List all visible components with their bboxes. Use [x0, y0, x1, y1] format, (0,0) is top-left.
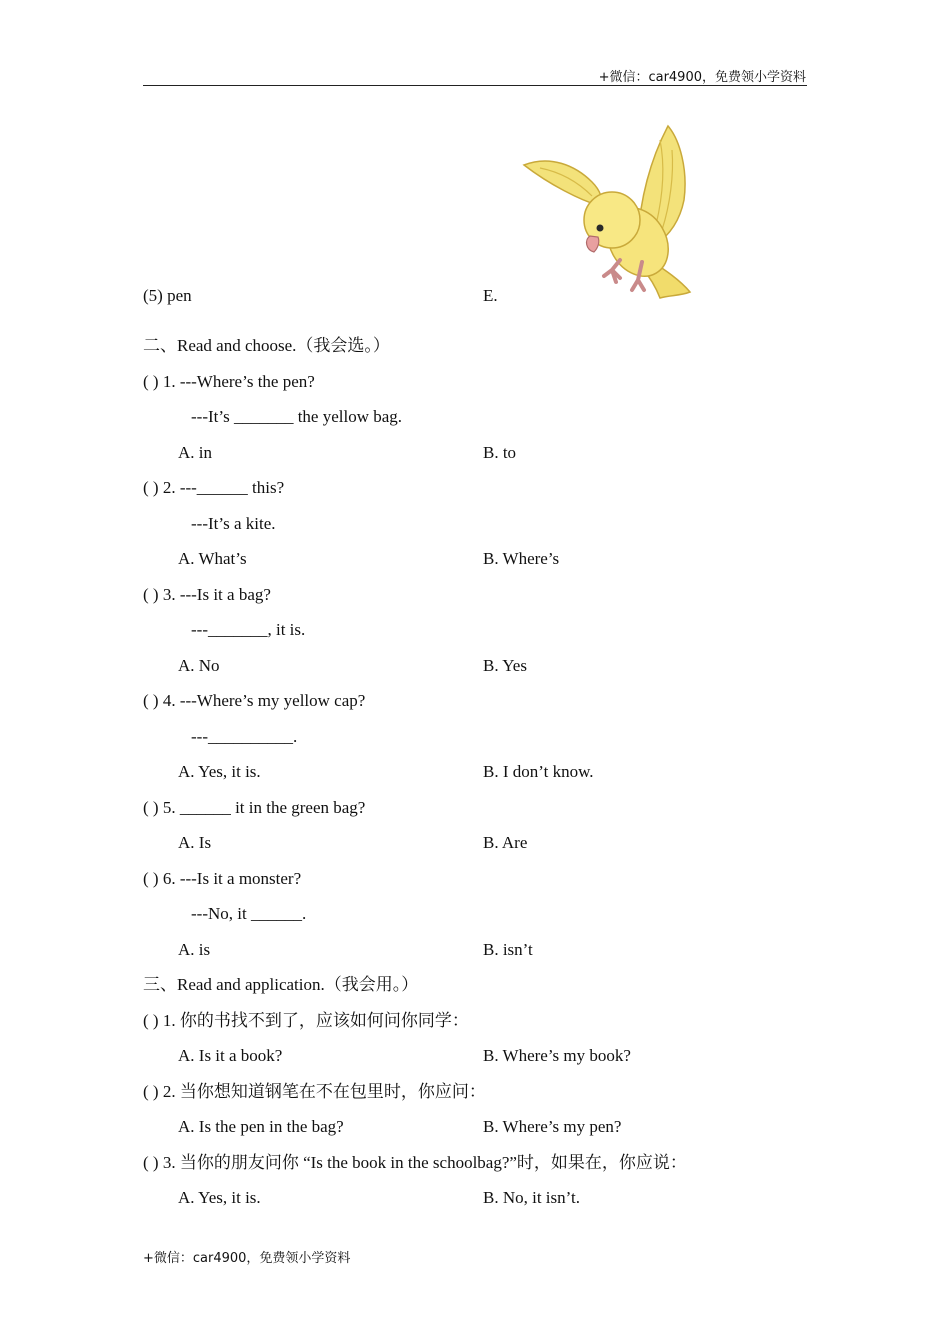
- s2-q4-answer: ---__________.: [191, 727, 298, 746]
- s2-q1-question: ( ) 1. ---Where’s the pen?: [143, 372, 315, 391]
- s2-q1-option-a[interactable]: A. in: [178, 443, 212, 462]
- section2-title: 二、Read and choose.（我会选。）: [143, 336, 390, 355]
- s2-q2-option-a[interactable]: A. What’s: [178, 549, 247, 568]
- s2-q4-question: ( ) 4. ---Where’s my yellow cap?: [143, 691, 366, 710]
- s3-q1-question: ( ) 1. 你的书找不到了，应该如何问你同学：: [143, 1011, 469, 1030]
- section3-title: 三、Read and application.（我会用。）: [143, 975, 419, 994]
- s2-q5-option-a[interactable]: A. Is: [178, 833, 212, 852]
- s3-q1-option-a[interactable]: A. Is it a book?: [178, 1046, 283, 1065]
- s3-q2-option-b[interactable]: B. Where’s my pen?: [483, 1117, 622, 1136]
- s2-q1-option-b[interactable]: B. to: [483, 443, 517, 462]
- s3-q1-option-b[interactable]: B. Where’s my book?: [483, 1046, 631, 1065]
- s2-q6-option-b[interactable]: B. isn’t: [483, 940, 533, 959]
- s2-q3-option-a[interactable]: A. No: [178, 656, 220, 675]
- s3-q3-question: ( ) 3. 当你的朋友问你 “Is the book in the schoolbag?”时，如果在，你应说：: [143, 1153, 687, 1172]
- header-text: +微信：car4900，免费领小学资料: [598, 70, 806, 85]
- s2-q4-option-b[interactable]: B. I don’t know.: [483, 762, 594, 781]
- s2-q3-option-b[interactable]: B. Yes: [483, 656, 527, 675]
- s3-q3-option-a[interactable]: A. Yes, it is.: [178, 1188, 261, 1207]
- footer-text: +微信：car4900，免费领小学资料: [143, 1251, 351, 1266]
- s2-q5-option-b[interactable]: B. Are: [483, 833, 528, 852]
- s2-q3-answer: ---_______, it is.: [191, 620, 306, 639]
- s3-q2-question: ( ) 2. 当你想知道钢笔在不在包里时，你应问：: [143, 1082, 486, 1101]
- match-item-e: E.: [483, 286, 498, 305]
- s2-q2-question: ( ) 2. ---______ this?: [143, 478, 285, 497]
- s2-q2-option-b[interactable]: B. Where’s: [483, 549, 560, 568]
- s2-q6-option-a[interactable]: A. is: [178, 940, 211, 959]
- s2-q5-question: ( ) 5. ______ it in the green bag?: [143, 798, 366, 817]
- s2-q2-answer: ---It’s a kite.: [191, 514, 276, 533]
- s2-q6-question: ( ) 6. ---Is it a monster?: [143, 869, 302, 888]
- s2-q4-option-a[interactable]: A. Yes, it is.: [178, 762, 261, 781]
- s2-q3-question: ( ) 3. ---Is it a bag?: [143, 585, 271, 604]
- match-item-pen: (5) pen: [143, 286, 192, 305]
- s3-q2-option-a[interactable]: A. Is the pen in the bag?: [178, 1117, 344, 1136]
- yellow-bird-icon: [520, 120, 695, 302]
- s2-q1-answer: ---It’s _______ the yellow bag.: [191, 407, 403, 426]
- s2-q6-answer: ---No, it ______.: [191, 904, 307, 923]
- s3-q3-option-b[interactable]: B. No, it isn’t.: [483, 1188, 580, 1207]
- header-divider: [143, 85, 807, 86]
